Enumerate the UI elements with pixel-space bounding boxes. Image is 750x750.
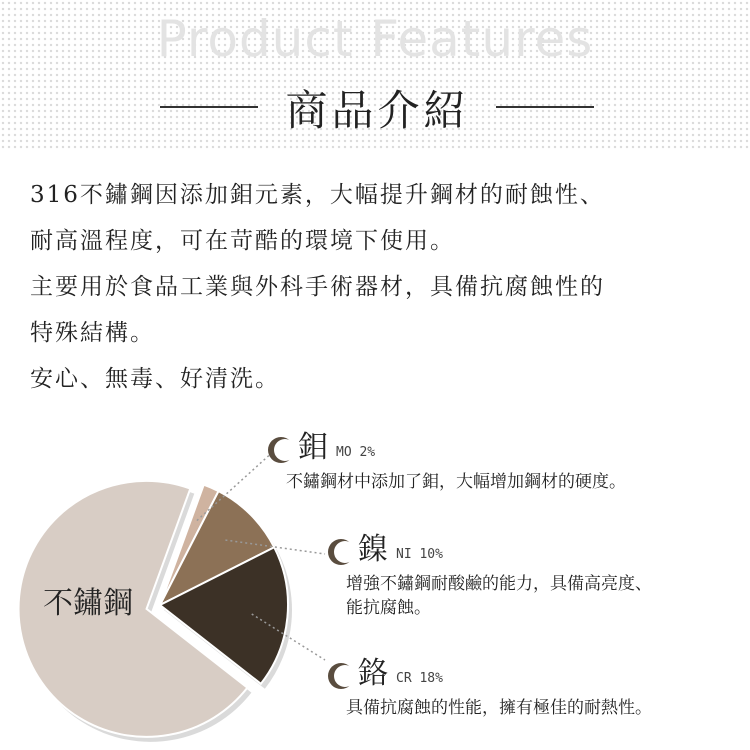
feature-desc-line: 增強不鏽鋼耐酸鹼的能力，具備高亮度、 [346,574,652,594]
feature-name: 鎳 [358,532,388,567]
description-line: 安心、無毒、好清洗。 [30,366,280,392]
feature-chromium [328,652,652,720]
english-title: Product Features [156,10,594,68]
crescent-moon-icon [328,539,354,565]
feature-desc-line: 具備抗腐蝕的性能，擁有極佳的耐熱性。 [346,698,652,718]
description [30,172,730,402]
feature-desc-line: 不鏽鋼材中添加了鉬，大幅增加鋼材的硬度。 [286,472,626,492]
description-line: 316不鏽鋼因添加鉬元素，大幅提升鋼材的耐蝕性、 [30,182,605,208]
feature-name: 鉬 [298,430,328,465]
title-rule-right [496,106,594,108]
feature-code: MO 2% [336,445,376,460]
crescent-moon-icon [328,663,354,689]
feature-code: CR 18% [396,671,443,686]
feature-nickel [328,528,652,620]
feature-name: 鉻 [358,656,388,691]
chinese-title-row [0,78,750,138]
description-line: 特殊結構。 [30,320,155,346]
description-line: 耐高溫程度，可在苛酷的環境下使用。 [30,228,455,254]
description-line: 主要用於食品工業與外科手術器材，具備抗腐蝕性的 [30,274,605,300]
title-rule-left [160,106,258,108]
feature-desc-line: 能抗腐蝕。 [346,598,431,618]
feature-molybdenum [268,426,626,494]
pie-label-stainless: 不鏽鋼 [43,586,133,621]
crescent-moon-icon [268,437,294,463]
chinese-title: 商品介紹 [285,86,470,135]
feature-code: NI 10% [396,547,443,562]
